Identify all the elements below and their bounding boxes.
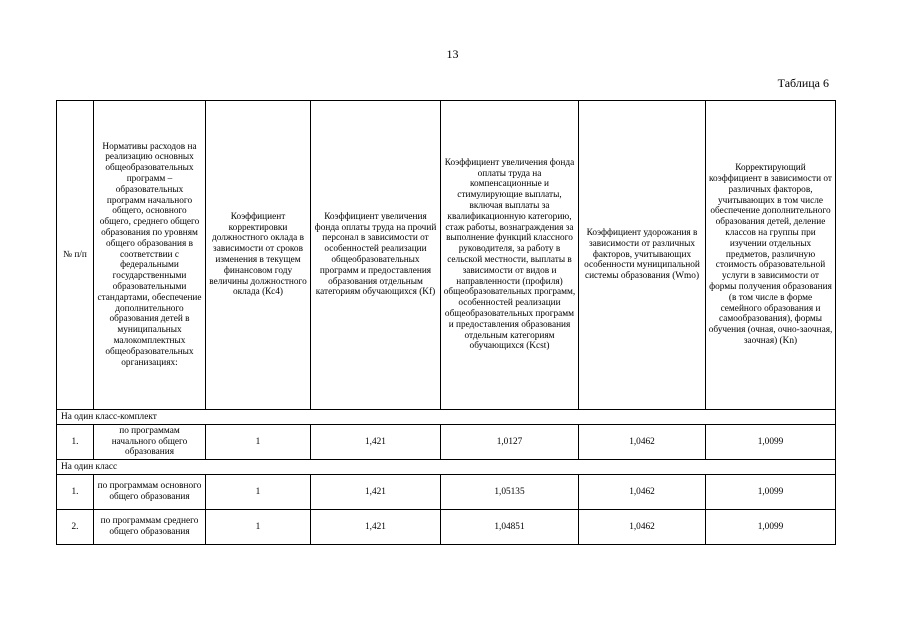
header-kcst: Коэффициент увеличения фонда оплаты труда на компенсационные и стимулирующие выплаты, включая выплаты за квалификационную категорию, стаж работы, вознаграждения за выполнение функций классного руководителя, за работу в сельской местности, выплаты в зависимости от видов и направленности (профиля) общеобразовательных программ, особенностей реализации общеобразовательных программ и предоставления образования отдельным категориям обучающихся (Kcst) (441, 101, 579, 410)
row-kn: 1,0099 (706, 510, 836, 545)
row-kc4: 1 (206, 425, 311, 460)
header-kc4: Коэффициент корректировки должностного оклада в зависимости от сроков изменения в текущем финансовом году величины должностного оклада (Кс4) (206, 101, 311, 410)
row-kn: 1,0099 (706, 475, 836, 510)
header-kn: Корректирующий коэффициент в зависимости от различных факторов, учитывающих в том числе обеспечение дополнительного образования детей, деление классов на группы при изучении отдельных предметов, различную стоимость образовательной услуги в зависимости от формы получения образования (в том числе в форме семейного образования и самообразования), формы обучения (очная, очно-заочная, заочная) (Kn) (706, 101, 836, 410)
table-row (57, 475, 836, 510)
header-kf: Коэффициент увеличения фонда оплаты труда на прочий персонал в зависимости от особенностей реализации общеобразовательных программ и предоставления образования отдельным категориям обучающихся (Kf) (311, 101, 441, 410)
row-kcst: 1,04851 (441, 510, 579, 545)
section-row (57, 410, 836, 425)
row-wmo: 1,0462 (579, 475, 706, 510)
row-kc4: 1 (206, 475, 311, 510)
coefficients-table (56, 100, 836, 545)
table-row (57, 510, 836, 545)
section-title-class-complex: На один класс-комплект (57, 410, 836, 425)
page-number: 13 (446, 47, 459, 61)
section-row (57, 460, 836, 475)
row-wmo: 1,0462 (579, 510, 706, 545)
header-wmo: Коэффициент удорожания в зависимости от различных факторов, учитывающих особенности муниципальной системы образования (Wmo) (579, 101, 706, 410)
row-program: по программам основного общего образования (94, 475, 206, 510)
row-kf: 1,421 (311, 475, 441, 510)
row-number: 1. (57, 425, 94, 460)
row-kcst: 1,0127 (441, 425, 579, 460)
row-kc4: 1 (206, 510, 311, 545)
header-number: № п/п (57, 101, 94, 410)
table-caption: Таблица 6 (777, 76, 829, 90)
row-wmo: 1,0462 (579, 425, 706, 460)
section-title-class: На один класс (57, 460, 836, 475)
header-norms: Нормативы расходов на реализацию основных общеобразовательных программ – образовательных программ начального общего, основного общего, среднего общего образования по уровням общего образования в соответствии с федеральными государственными образовательными стандартами, обеспечение дополнительного образования детей в муниципальных малокомплектных общеобразовательных организациях: (94, 101, 206, 410)
row-number: 2. (57, 510, 94, 545)
row-kf: 1,421 (311, 425, 441, 460)
row-program: по программам начального общего образования (94, 425, 206, 460)
row-kn: 1,0099 (706, 425, 836, 460)
table-row (57, 425, 836, 460)
row-program: по программам среднего общего образования (94, 510, 206, 545)
header-row (57, 101, 836, 410)
row-kf: 1,421 (311, 510, 441, 545)
row-number: 1. (57, 475, 94, 510)
row-kcst: 1,05135 (441, 475, 579, 510)
